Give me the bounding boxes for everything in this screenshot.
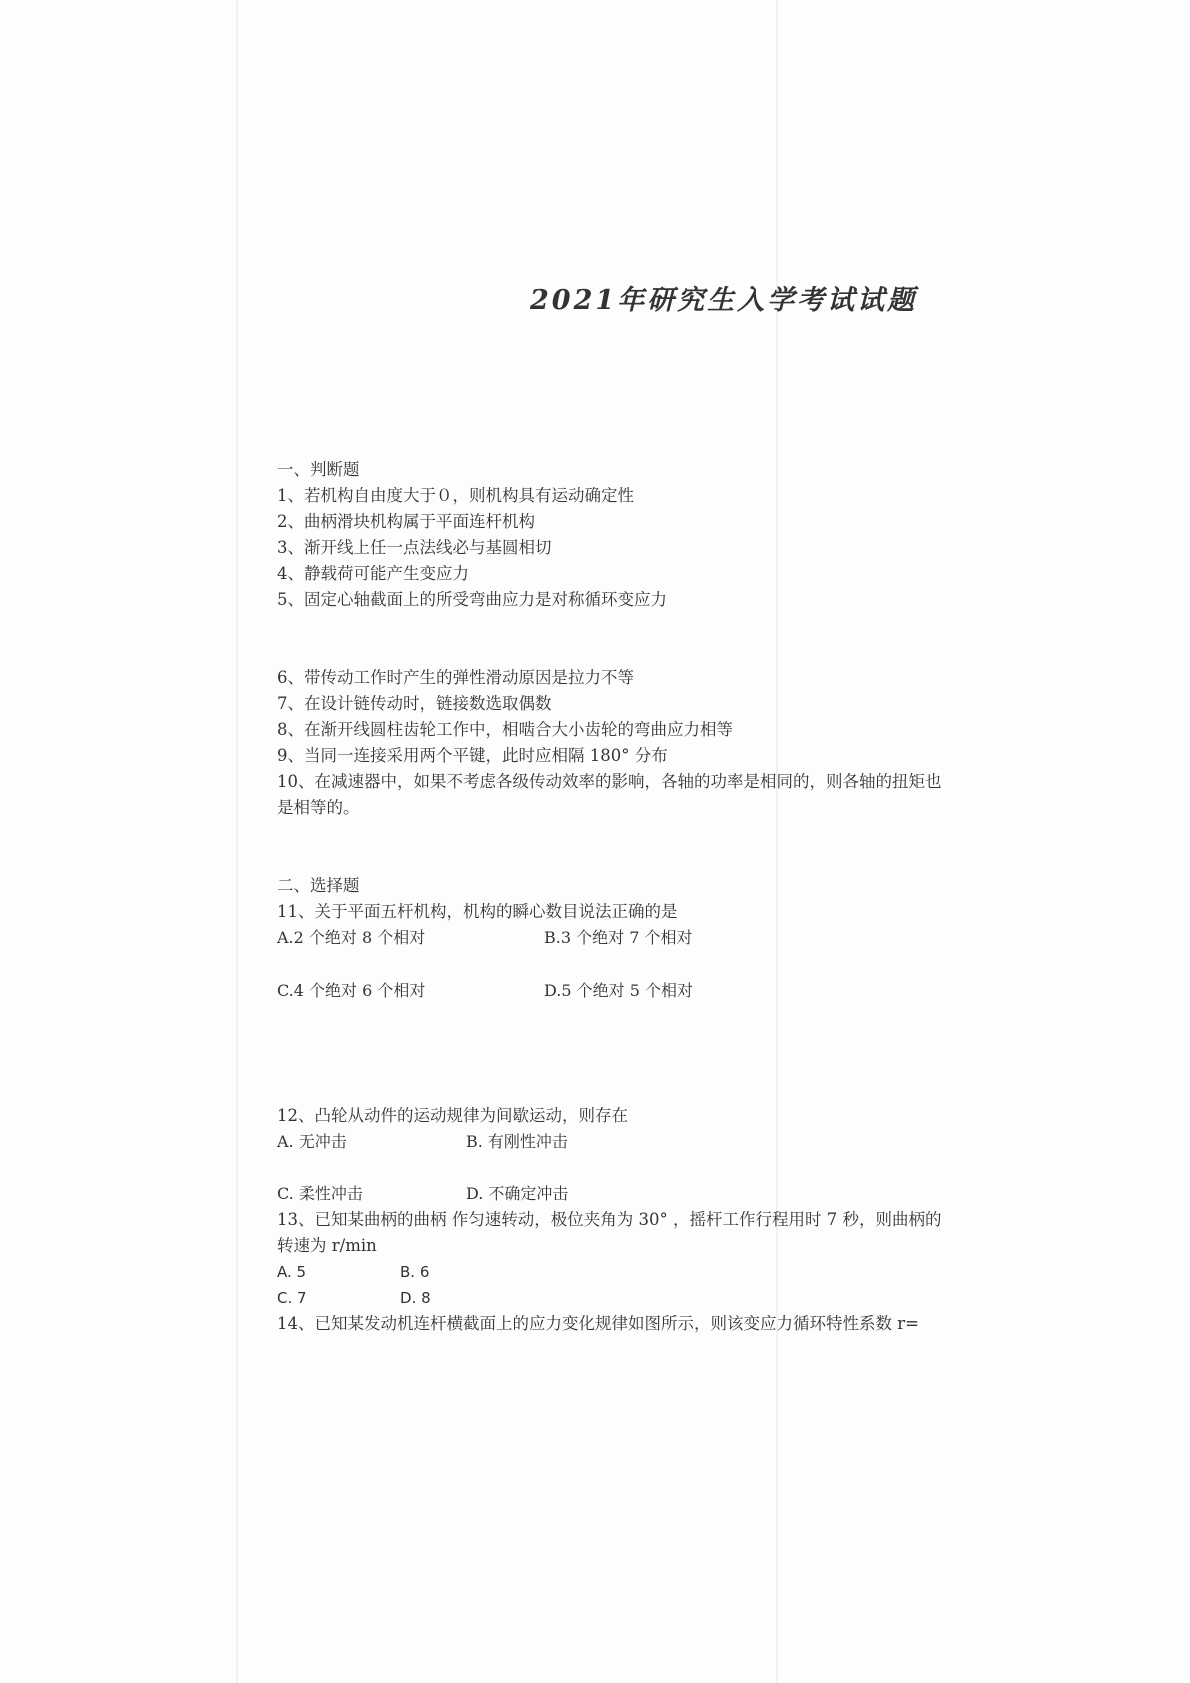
q11-option-a: A.2 个绝对 8 个相对 <box>277 928 426 947</box>
q12-option-d: D. 不确定冲击 <box>466 1184 569 1203</box>
question-8: 8、在渐开线圆柱齿轮工作中，相啮合大小齿轮的弯曲应力相等 <box>277 720 733 739</box>
q12-option-a: A. 无冲击 <box>277 1132 347 1151</box>
question-4: 4、静载荷可能产生变应力 <box>277 564 469 583</box>
question-3: 3、渐开线上任一点法线必与基圆相切 <box>277 538 552 557</box>
q12-option-b: B. 有刚性冲击 <box>466 1132 568 1151</box>
question-1: 1、若机构自由度大于０，则机构具有运动确定性 <box>277 486 634 505</box>
question-9: 9、当同一连接采用两个平键，此时应相隔 180° 分布 <box>277 746 668 765</box>
q13-option-b: B. 6 <box>400 1263 430 1281</box>
question-5: 5、固定心轴截面上的所受弯曲应力是对称循环变应力 <box>277 590 667 609</box>
question-10: 10、在减速器中，如果不考虑各级传动效率的影响，各轴的功率是相同的，则各轴的扭矩也 <box>277 772 942 791</box>
q11-option-d: D.5 个绝对 5 个相对 <box>544 981 693 1000</box>
q13-option-d: D. 8 <box>400 1289 431 1307</box>
question-7: 7、在设计链传动时，链接数选取偶数 <box>277 694 552 713</box>
section2-heading: 二、选择题 <box>277 876 360 895</box>
question-6: 6、带传动工作时产生的弹性滑动原因是拉力不等 <box>277 668 634 687</box>
exam-title: 2021年研究生入学考试试题 <box>530 285 918 316</box>
scan-edge-right <box>776 0 778 1683</box>
section1-heading: 一、判断题 <box>277 460 360 479</box>
q13-option-a: A. 5 <box>277 1263 307 1281</box>
question-2: 2、曲柄滑块机构属于平面连杆机构 <box>277 512 535 531</box>
q12-option-c: C. 柔性冲击 <box>277 1184 363 1203</box>
question-10-continued: 是相等的。 <box>277 798 360 817</box>
question-13: 13、已知某曲柄的曲柄 作匀速转动，极位夹角为 30° ，摇杆工作行程用时 7 秒，则曲柄的 <box>277 1210 942 1229</box>
question-13-continued: 转速为 r/min <box>277 1236 377 1255</box>
scan-edge-left <box>236 0 238 1683</box>
q11-option-b: B.3 个绝对 7 个相对 <box>544 928 693 947</box>
question-14: 14、已知某发动机连杆横截面上的应力变化规律如图所示，则该变应力循环特性系数 r= <box>277 1314 919 1333</box>
q11-option-c: C.4 个绝对 6 个相对 <box>277 981 426 1000</box>
q13-option-c: C. 7 <box>277 1289 307 1307</box>
question-12: 12、凸轮从动件的运动规律为间歇运动，则存在 <box>277 1106 628 1125</box>
question-11: 11、关于平面五杆机构，机构的瞬心数目说法正确的是 <box>277 902 678 921</box>
